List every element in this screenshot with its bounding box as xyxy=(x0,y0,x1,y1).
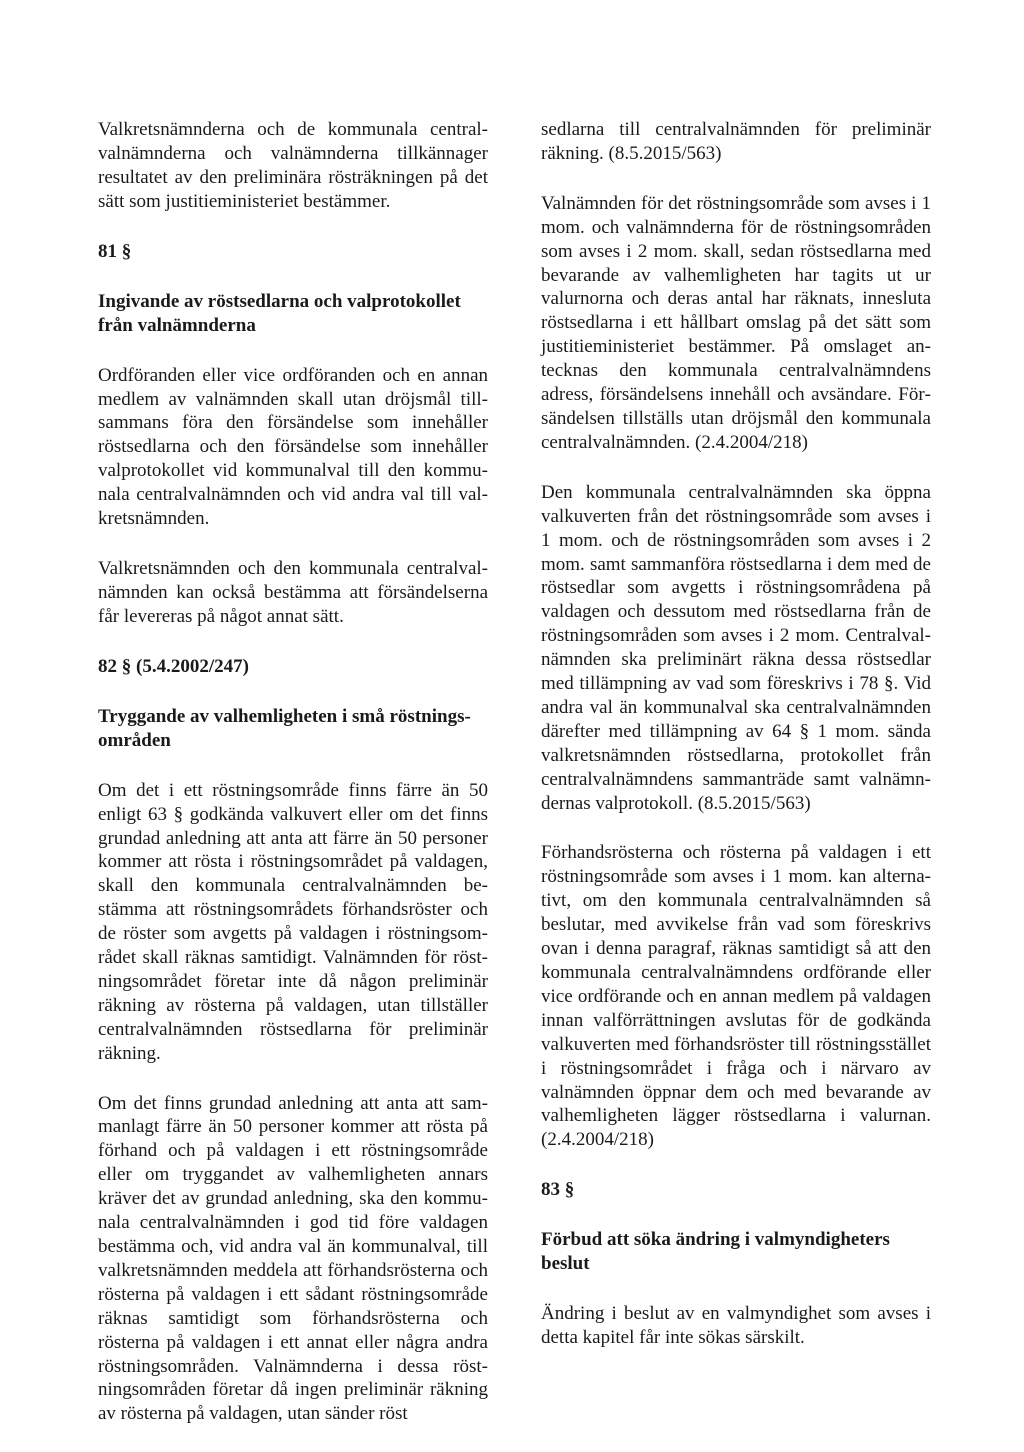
paragraph-open-envelopes: Den kommunala centralvalnämnden ska öppna valkuverten från det röstningsområde som avses i 1 mom. och de röstningsområden som avses i 2 mom. samt sammanföra röstsedlarna i dem med de röstsedlar som avgetts i röstningsområdena på valdagen och dessutom med röstsedlarna från de röstningsområden som avses i 2 mom. Centralvalnämnden ska preliminärt räkna dessa röstsedlar med tillämpning av vad som föreskrivs i 78 §. Vid andra val än kommunalval ska centralvalnämnden därefter med tillämpning av 64 § 1 mom. sända valkretsnämnden röstsedlarna, protokollet från centralvalnämndens sammanträde samt valnämndernas valprotokoll. (8.5.2015/563) xyxy=(541,481,931,814)
paragraph-continuation: sedlarna till centralvalnämnden för preliminär räkning. (8.5.2015/563) xyxy=(541,119,931,164)
section-82-number: 82 § (5.4.2002/247) xyxy=(98,655,249,677)
section-83-heading: Förbud att söka ändring i valmyndigheters beslut xyxy=(541,1229,890,1275)
paragraph-results-announcement: Valkretsnämnderna och de kommunala centralvalnämnderna och valnämnderna tillkännager resultatet av den preliminära rösträkningen på det sätt som justitieministeriet bestämmer. xyxy=(98,119,488,212)
section-81-heading: Ingivande av röstsedlarna och valprotokollet från valnämnderna xyxy=(98,290,461,336)
right-column xyxy=(541,118,931,1376)
paragraph-alternative-counting: Förhandsrösterna och rösterna på valdagen i ett röstningsområde som avses i 1 mom. kan alternativt, om den kommunala centralvalnämnden så beslutar, med avvikelse från vad som föreskrivs ovan i denna paragraf, räknas samtidigt så att den kommunala centralvalnämndens ordförande eller vice ordförande och en annan medlem på valdagen innan valförrättningen avslutas för de godkända valkuverten med förhandsröster till röstningsstället i röstningsområdet i fråga och i närvaro av valnämnden öppnar dem och med bevarande av valhemligheten lägger röstsedlarna i valurnan. (2.4.2004/218) xyxy=(541,842,931,1151)
left-column xyxy=(98,118,488,1452)
paragraph-other-delivery: Valkretsnämnden och den kommunala centralvalnämnden kan också bestämma att försändelserna får levereras på något annat sätt. xyxy=(98,557,488,627)
section-83-number: 83 § xyxy=(541,1179,575,1201)
paragraph-no-appeal: Ändring i beslut av en valmyndighet som avses i detta kapitel får inte sökas särskilt. xyxy=(541,1303,931,1349)
paragraph-combined-counting: Om det finns grundad anledning att anta att sammanlagt färre än 50 personer kommer att rösta på förhand och på valdagen i ett röstningsområde eller om tryggandet av valhemligheten annars kräver det av grundad anledning, ska den kommunala centralvalnämnden i god tid före valdagen bestämma och, vid andra val än kommunalval, till valkretsnämnden meddela att förhandsrösterna och rösterna på valdagen i ett sådant röstningsområde räknas samtidigt som förhandsrösterna och rösterna på valdagen i ett annat eller några andra röstningsområden. Valnämnderna i dessa röstningsområden företar då ingen preliminär räkning av rösterna på valdagen, utan sänder röst xyxy=(98,1092,488,1425)
section-82-heading: Tryggande av valhemligheten i små röstningsområden xyxy=(98,705,471,751)
paragraph-small-voting-area: Om det i ett röstningsområde finns färre än 50 enligt 63 § godkända valkuvert eller om det finns grundad anledning att anta att färre än 50 personer kommer att rösta i röstningsområdet på valdagen, skall den kommunala centralvalnämnden bestämma att röstningsområdets förhandsröster och de röster som avgetts på valdagen i röstningsområdet skall räknas samtidigt. Valnämnden för röstningsområdet företar inte då någon preliminär räkning av rösterna på valdagen, utan tillställer centralvalnämnden röstsedlarna för preliminär räkning. xyxy=(98,779,488,1064)
section-81-number: 81 § xyxy=(98,240,132,262)
paragraph-enclose-ballots: Valnämnden för det röstningsområde som avses i 1 mom. och valnämnderna för de röstningsområden som avses i 2 mom. skall, sedan röstsedlarna med bevarande av valhemligheten har tagits ut ur valurnorna och deras antal har räknats, innesluta röstsedlarna i ett hållbart omslag på det sätt som justitieministeriet bestämmer. På omslaget antecknas den kommunala centralvalnämndens adress, försändelsens innehåll och avsändare. Försändelsen tillställs utan dröjsmål den kommunala centralvalnämnden. (2.4.2004/218) xyxy=(541,192,931,453)
paragraph-delivery-ballots: Ordföranden eller vice ordföranden och en annan medlem av valnämnden skall utan dröjsmål tillsammans föra den försändelse som innehåller röstsedlarna och den försändelse som innehåller valprotokollet vid kommunalval till den kommunala centralvalnämnden och vid andra val till valkretsnämnden. xyxy=(98,364,488,530)
